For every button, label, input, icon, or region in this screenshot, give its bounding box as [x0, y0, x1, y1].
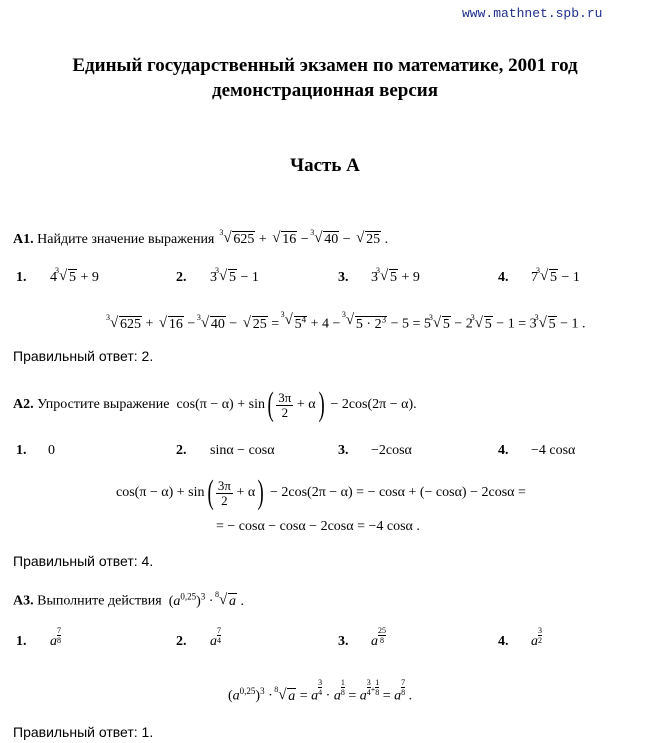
- solution-a1: √ 3 625 + √ 16 − √ 3 40 − √ 25 = √ 3 $5^4 + 4$ − √ 3 $5 \cdot 2^3 - 5 = 5$ √ 3 5 − 2 √ 3 5 − 1 = 3 √ 3 5 − 1 .: [108, 314, 586, 333]
- option-number: 3.: [338, 634, 349, 649]
- option-number: 4.: [498, 443, 509, 458]
- answer-a2: Правильный ответ: 4.: [13, 553, 154, 569]
- question-text: Выполните действия: [37, 593, 162, 609]
- question-expression: cos(π − α) + sin( $\frac{3\pi}{2}$ + α) − 2cos(2π − α).: [172, 386, 417, 423]
- question-text: Упростите выражение: [37, 397, 170, 413]
- option-number: 2.: [176, 443, 187, 458]
- option-value[interactable]: 3 √ 3 5 − 1: [210, 270, 259, 286]
- option-value[interactable]: −4 cosα: [531, 443, 576, 458]
- option-number: 1.: [16, 270, 27, 285]
- page-title: Единый государственный экзамен по математике, 2001 год: [72, 55, 578, 76]
- question-label: A2.: [13, 397, 34, 413]
- option-number: 3.: [338, 270, 349, 285]
- option-number: 4.: [498, 634, 509, 649]
- option-value[interactable]: 4 √ 3 5 + 9: [50, 270, 99, 286]
- option-number: 2.: [176, 270, 187, 285]
- option-value[interactable]: a $\frac{3}{2}$: [531, 626, 542, 649]
- question-a3: [13, 591, 244, 610]
- page-subtitle: демонстрационная версия: [212, 80, 438, 101]
- option-value[interactable]: a $\frac{7}{4}$: [210, 626, 221, 649]
- solution-a3: $(a^{0,25})^3$ · √ 8 a = a $\frac{3}{4}$ · a $\frac{1}{8}$ = a $\frac{3}{4}$ + $\frac{1}{8}$ = a $\frac{7}{8}$ .: [228, 686, 412, 705]
- option-value[interactable]: 3 √ 3 5 + 9: [371, 270, 420, 286]
- option-number: 1.: [16, 634, 27, 649]
- solution-a2-line1: cos(π − α) + sin( $\frac{3\pi}{2}$ + α) − 2cos(2π − α) = − cosα + (− cosα) − 2cosα =: [116, 474, 526, 511]
- question-a1: [13, 228, 389, 248]
- option-number: 1.: [16, 443, 27, 458]
- question-expression: √ 3 625 + √ 16 − √ 3 40 − √ 25 .: [218, 232, 388, 247]
- part-heading: Часть А: [290, 155, 360, 176]
- solution-a2-line2: = − cosα − cosα − 2cosα = −4 cosα .: [216, 519, 420, 534]
- option-value[interactable]: sinα − cosα: [210, 443, 275, 458]
- option-value[interactable]: a $\frac{7}{8}$: [50, 626, 61, 649]
- option-value[interactable]: 0: [48, 443, 55, 458]
- option-value[interactable]: −2cosα: [371, 443, 412, 458]
- option-value[interactable]: a $\frac{25}{8}$: [371, 626, 386, 649]
- answer-a1: Правильный ответ: 2.: [13, 348, 154, 364]
- option-number: 2.: [176, 634, 187, 649]
- question-label: A3.: [13, 593, 34, 609]
- question-text: Найдите значение выражения: [37, 232, 215, 247]
- option-value[interactable]: 7 √ 3 5 − 1: [531, 270, 580, 286]
- site-url: www.mathnet.spb.ru: [462, 6, 603, 21]
- option-number: 3.: [338, 443, 349, 458]
- option-number: 4.: [498, 270, 509, 285]
- question-label: A1.: [13, 232, 34, 247]
- question-a2: [13, 386, 417, 423]
- answer-a3: Правильный ответ: 1.: [13, 724, 154, 740]
- question-expression: $(a^{0,25})^3$ · √ 8 a .: [165, 594, 244, 609]
